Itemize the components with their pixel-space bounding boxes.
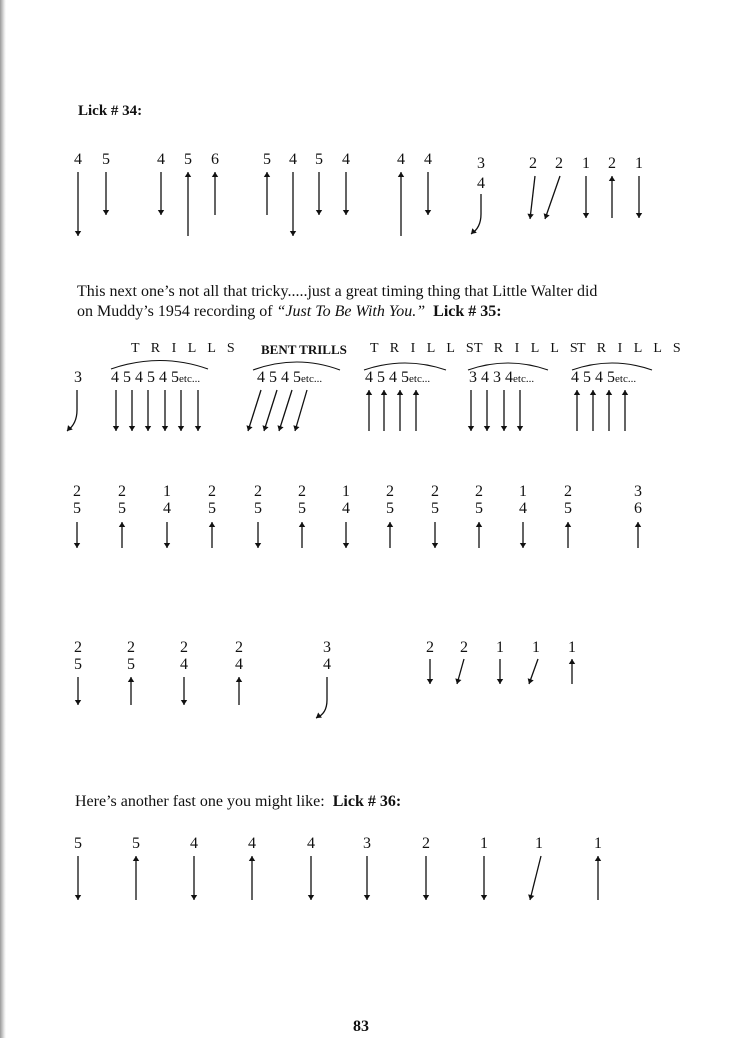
chord-bottom-note: 5: [298, 500, 306, 517]
note-number: 4: [289, 151, 297, 168]
arrow-head: [432, 543, 438, 548]
note-number: 1: [496, 639, 504, 656]
arrow-head: [185, 172, 191, 177]
arrow-head: [635, 522, 641, 527]
arrow-head: [569, 659, 575, 664]
chord-bottom-note: 5: [254, 500, 262, 517]
note-number: 1: [535, 835, 543, 852]
note-number: 1: [594, 835, 602, 852]
arrow-head: [181, 700, 187, 705]
note-number: 4: [424, 151, 432, 168]
note-number: 2: [460, 639, 468, 656]
trill-group-etc: etc...: [179, 373, 201, 385]
bent-trills-label: BENT TRILLS: [261, 342, 347, 357]
trill-group-etc: etc...: [615, 373, 637, 385]
arrow-head: [236, 677, 242, 682]
chord-bottom-note: 5: [431, 500, 439, 517]
arrow-head: [583, 213, 589, 218]
arrow-head: [468, 426, 474, 431]
arrow-shaft: [279, 390, 292, 431]
trill-group-notes: 4 5 4 5 4 5: [111, 369, 179, 386]
song-title: “Just To Be With You.”: [276, 303, 426, 320]
chord-bottom-note: 5: [73, 500, 81, 517]
arrow-head: [398, 172, 404, 177]
lick-34-title: Lick # 34:: [78, 103, 143, 119]
note-number: 1: [532, 639, 540, 656]
note-number: 2: [422, 835, 430, 852]
lick-36-title: Lick # 36:: [332, 793, 402, 810]
arrow-head: [290, 231, 296, 236]
note-number: 4: [397, 151, 405, 168]
arrow-head: [427, 679, 433, 684]
arrow-head: [103, 210, 109, 215]
arrow-head: [364, 895, 370, 900]
lick-35-title: Lick # 35:: [433, 303, 502, 320]
chord-bottom-note: 4: [519, 500, 527, 517]
arrow-shaft: [295, 390, 307, 431]
note-number: 2: [608, 155, 616, 172]
chord-bottom-note: 4: [342, 500, 350, 517]
trills-label-4: T R I L L S: [577, 341, 685, 356]
note-number: 4: [190, 835, 198, 852]
trill-group-notes: 3 4 3 4: [469, 369, 513, 386]
arrow-head: [565, 522, 571, 527]
chord-bottom-note: 4: [163, 500, 171, 517]
arrow-head: [164, 543, 170, 548]
arrow-head: [308, 895, 314, 900]
arrow-head: [255, 543, 261, 548]
bend-arrow: [471, 194, 481, 234]
note-number: 3: [363, 835, 371, 852]
chord-bottom-note: 5: [118, 500, 126, 517]
arrow-shaft: [248, 390, 261, 431]
arrow-head: [113, 426, 119, 431]
arrow-head: [178, 426, 184, 431]
bend-arrow: [67, 390, 77, 431]
note-number: 6: [211, 151, 219, 168]
note-number: 5: [102, 151, 110, 168]
arrow-head: [381, 390, 387, 395]
trill-group-notes: 4 5 4 5: [257, 369, 301, 386]
arrow-head: [119, 522, 125, 527]
note-number: 5: [74, 835, 82, 852]
chord-top-note: 2: [431, 483, 439, 500]
arrow-head: [366, 390, 372, 395]
lick-35-first-note: 3: [74, 369, 82, 386]
chord-top-note: 2: [73, 483, 81, 500]
arrow-head: [249, 856, 255, 861]
arrow-head: [162, 426, 168, 431]
chord-top-note: 2: [208, 483, 216, 500]
chord-top-note: 2: [298, 483, 306, 500]
chord-top-note: 1: [519, 483, 527, 500]
chord-top-note: 2: [235, 639, 243, 656]
trills-label-1: T R I L L S: [131, 341, 239, 356]
chord-top-note: 2: [180, 639, 188, 656]
arrow-head: [74, 543, 80, 548]
bend-arrow: [316, 677, 327, 718]
chord-bottom-note: 5: [74, 656, 82, 673]
chord-top-note: 2: [475, 483, 483, 500]
arrow-head: [481, 895, 487, 900]
arrow-shaft: [264, 390, 277, 431]
arrow-shaft: [530, 856, 541, 900]
arrow-head: [413, 390, 419, 395]
arrow-head: [484, 426, 490, 431]
note-number: 1: [582, 155, 590, 172]
arrow-shaft: [545, 176, 560, 219]
arrow-head: [343, 543, 349, 548]
arrow-head: [212, 172, 218, 177]
lick-36-intro-text: Here’s another fast one you might like:: [75, 793, 325, 810]
chord-top-note: 2: [254, 483, 262, 500]
chord-top-note: 3: [634, 483, 642, 500]
note-number: 5: [263, 151, 271, 168]
arrow-head: [316, 210, 322, 215]
arrow-head: [158, 210, 164, 215]
chord-top-note: 2: [118, 483, 126, 500]
trill-group-etc: etc...: [513, 373, 535, 385]
note-number: 4: [157, 151, 165, 168]
note-number: 4: [342, 151, 350, 168]
arrow-head: [636, 213, 642, 218]
arrow-head: [264, 172, 270, 177]
arrow-head: [622, 390, 628, 395]
chord-bottom-note: 6: [634, 500, 642, 517]
note-number: 4: [248, 835, 256, 852]
note-number: 1: [635, 155, 643, 172]
arrow-head: [75, 895, 81, 900]
arrow-head: [397, 390, 403, 395]
arrow-shaft: [530, 176, 535, 219]
chord-bottom-note: 5: [386, 500, 394, 517]
arrow-head: [209, 522, 215, 527]
arrow-head: [595, 856, 601, 861]
trill-group-notes: 4 5 4 5: [571, 369, 615, 386]
arrow-head: [527, 214, 533, 219]
arrow-head: [606, 390, 612, 395]
note-number: 5: [132, 835, 140, 852]
arrow-head: [128, 677, 134, 682]
arrow-head: [191, 895, 197, 900]
note-number: 1: [568, 639, 576, 656]
arrow-head: [75, 231, 81, 236]
trill-group-etc: etc...: [409, 373, 431, 385]
note-number: 2: [555, 155, 563, 172]
lick-35-intro-prefix: on Muddy’s 1954 recording of: [77, 303, 277, 320]
arrow-head: [425, 210, 431, 215]
chord-bottom-note: 4: [180, 656, 188, 673]
chord-bottom-note: 5: [475, 500, 483, 517]
chord-top-note: 1: [342, 483, 350, 500]
arrow-head: [528, 894, 534, 900]
arrow-head: [133, 856, 139, 861]
trill-group-notes: 4 5 4 5: [365, 369, 409, 386]
arrow-head: [497, 679, 503, 684]
chord-top-note: 2: [564, 483, 572, 500]
chord-top-note: 2: [74, 639, 82, 656]
chord-bottom-note: 5: [208, 500, 216, 517]
note-number: 5: [315, 151, 323, 168]
arrow-head: [299, 522, 305, 527]
chord-bottom-note: 5: [564, 500, 572, 517]
note-number: 2: [426, 639, 434, 656]
arrow-head: [501, 426, 507, 431]
trills-label-3: T R I L L S: [474, 341, 582, 356]
chord-top-note: 3: [323, 639, 331, 656]
arrow-head: [129, 426, 135, 431]
arrow-head: [590, 390, 596, 395]
chord-top-note: 2: [127, 639, 135, 656]
arrow-head: [145, 426, 151, 431]
chord-bottom-note: 5: [127, 656, 135, 673]
note-number: 5: [184, 151, 192, 168]
chord-top-note: 2: [386, 483, 394, 500]
chord-bottom-note: 4: [323, 656, 331, 673]
note-number: 4: [477, 175, 485, 192]
arrow-head: [343, 210, 349, 215]
arrow-head: [75, 700, 81, 705]
arrow-head: [574, 390, 580, 395]
trills-label-2: T R I L L S: [370, 341, 478, 356]
lick-35-intro-line1: This next one’s not all that tricky.....just a great timing thing that Little Walter did: [77, 283, 598, 300]
note-number: 1: [480, 835, 488, 852]
note-number: 2: [529, 155, 537, 172]
arrow-head: [609, 176, 615, 181]
note-number: 3: [477, 155, 485, 172]
arrow-head: [387, 522, 393, 527]
arrow-head: [520, 543, 526, 548]
note-number: 4: [307, 835, 315, 852]
arrow-head: [476, 522, 482, 527]
note-number: 4: [74, 151, 82, 168]
trill-group-etc: etc...: [301, 373, 323, 385]
arrow-head: [423, 895, 429, 900]
chord-bottom-note: 4: [235, 656, 243, 673]
arrow-head: [195, 426, 201, 431]
chord-top-note: 1: [163, 483, 171, 500]
arrow-head: [517, 426, 523, 431]
page-number: 83: [353, 1018, 369, 1035]
